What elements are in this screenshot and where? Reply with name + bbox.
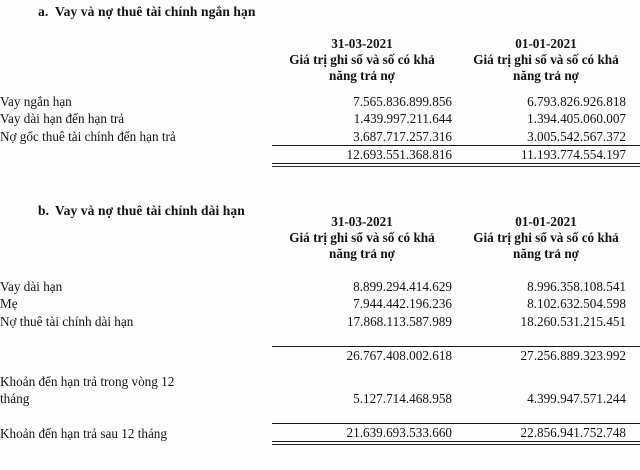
table-long-term-loans	[0, 214, 640, 442]
table-row	[0, 128, 640, 146]
row-label: Nợ gốc thuê tài chính đến hạn trả	[0, 129, 176, 145]
row-value-col2: 1.394.405.060.007	[527, 111, 626, 127]
due-within-12-months-label	[0, 373, 272, 407]
table-short-term-loans	[0, 36, 640, 164]
spacer-row	[0, 262, 640, 278]
row-value-col2: 3.005.542.567.372	[452, 128, 640, 146]
table-row-due-after-12-months	[0, 424, 640, 442]
subtotal-value-col1: 26.767.408.002.618	[346, 347, 452, 363]
due-within-12-months-label-line2: tháng	[0, 391, 30, 407]
total-value-col2: 11.193.774.554.197	[452, 145, 640, 163]
spacer-row	[0, 84, 640, 93]
column-header-1-sub-line2: năng trả nợ	[329, 68, 395, 84]
column-header-2-sub-line2: năng trả nợ	[513, 68, 579, 84]
column-header-1-sub-line2: năng trả nợ	[329, 246, 395, 262]
row-label: Vay dài hạn	[0, 279, 63, 295]
subtotal-value-col2: 27.256.889.323.992	[520, 347, 626, 363]
due-within-12-months-value-col1: 5.127.714.468.958	[353, 391, 452, 407]
due-within-12-months-label-line1: Khoản đến hạn trả trong vòng 12	[0, 373, 175, 389]
row-value-col1: 8.899.294.414.629	[353, 279, 452, 295]
column-header-1-sub-line1: Giá trị ghi sổ và số có khả	[289, 230, 435, 246]
row-label: Vay ngắn hạn	[0, 94, 72, 110]
table-subtotal-row	[0, 346, 640, 364]
column-header-1-date: 31-03-2021	[331, 36, 393, 51]
column-header-2-date: 01-01-2021	[515, 36, 577, 51]
subtotal-label	[0, 346, 272, 364]
row-value-col1: 7.944.442.196.236	[353, 296, 452, 312]
row-value-col1: 17.868.113.587.989	[346, 313, 452, 329]
row-label: Nợ thuê tài chính dài hạn	[0, 313, 134, 329]
table-row-due-within-12-months	[0, 373, 640, 407]
row-value-col2: 18.260.531.215.451	[520, 313, 626, 329]
section-b-marker: b.	[38, 203, 50, 218]
column-header-1	[272, 214, 452, 262]
column-header-2	[452, 36, 640, 84]
table-row	[0, 93, 640, 110]
section-a-heading	[38, 4, 255, 20]
total-label	[0, 145, 272, 163]
column-header-2-sub-line1: Giá trị ghi sổ và số có khả	[473, 230, 619, 246]
spacer-row	[0, 330, 640, 347]
row-value-col1: 1.439.997.211.644	[353, 111, 452, 127]
row-label: Mẹ	[0, 296, 18, 312]
header-spacer	[0, 36, 272, 84]
total-value-col1: 12.693.551.368.816	[272, 145, 452, 163]
table-row	[0, 278, 640, 295]
row-value-col1: 3.687.717.257.316	[272, 128, 452, 146]
spacer-row	[0, 407, 640, 424]
section-a-marker: a.	[38, 4, 49, 19]
table-header-row	[0, 36, 640, 84]
due-after-12-months-value-col2: 22.856.941.752.748	[452, 424, 640, 442]
table-row	[0, 313, 640, 330]
table-row	[0, 295, 640, 312]
table-total-row	[0, 145, 640, 163]
due-after-12-months-label: Khoản đến hạn trả sau 12 tháng	[0, 425, 167, 441]
column-header-1	[272, 36, 452, 84]
spacer-row	[0, 364, 640, 373]
due-within-12-months-value-col2: 4.399.947.571.244	[527, 391, 626, 407]
table-row	[0, 110, 640, 127]
row-value-col2: 8.102.632.504.598	[527, 296, 626, 312]
column-header-2-sub-line1: Giá trị ghi sổ và số có khả	[473, 52, 619, 68]
row-value-col2: 6.793.826.926.818	[527, 94, 626, 110]
column-header-1-sub-line1: Giá trị ghi sổ và số có khả	[289, 52, 435, 68]
column-header-1-date: 31-03-2021	[331, 214, 393, 229]
section-b-title: Vay và nợ thuê tài chính dài hạn	[55, 203, 245, 218]
due-after-12-months-value-col1: 21.639.693.533.660	[272, 424, 452, 442]
section-a-title: Vay và nợ thuê tài chính ngắn hạn	[55, 4, 256, 19]
column-header-2	[452, 214, 640, 262]
column-header-2-sub-line2: năng trả nợ	[513, 246, 579, 262]
row-label: Vay dài hạn đến hạn trả	[0, 111, 125, 127]
table-header-row	[0, 214, 640, 262]
column-header-2-date: 01-01-2021	[515, 214, 577, 229]
row-value-col2: 8.996.358.108.541	[527, 279, 626, 295]
header-spacer	[0, 214, 272, 262]
row-value-col1: 7.565.836.899.856	[353, 94, 452, 110]
